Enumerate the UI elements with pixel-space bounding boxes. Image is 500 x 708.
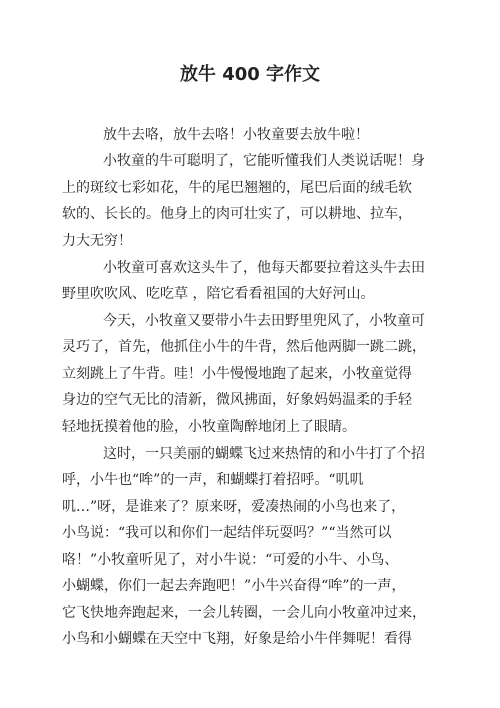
text-line: 今天，小牧童又要带小牛去田野里兜风了，小牧童可 — [103, 313, 425, 329]
text-line: 小鸟和小蝴蝶在天空中飞翔，好象是给小牛伴舞呢！看得 — [62, 631, 412, 647]
text-line: 放牛去咯，放牛去咯！小牧童要去放牛啦！ — [103, 127, 369, 143]
text-line: 力大无穷！ — [62, 233, 132, 249]
text-line: 小蝴蝶，你们一起去奔跑吧！”小牛兴奋得“哞”的一声， — [62, 578, 406, 594]
text-line: 它飞快地奔跑起来，一会儿转圈，一会儿向小牧童冲过来， — [62, 605, 426, 621]
text-line: 小鸟说：“我可以和你们一起结伴玩耍吗？”“当然可以 — [62, 525, 392, 541]
text-line: 咯！”小牧童听见了，对小牛说：“可爱的小牛、小鸟、 — [62, 552, 399, 568]
text-line: 立刻跳上了牛背。哇！小牛慢慢地跑了起来，小牧童觉得 — [62, 366, 412, 382]
text-line: 身边的空气无比的清新，微风拂面，好象妈妈温柔的手轻 — [62, 392, 412, 408]
text-line: 小牧童的牛可聪明了，它能听懂我们人类说话呢！身 — [103, 153, 425, 169]
page-title: 放牛 400 字作文 — [179, 64, 321, 85]
text-line: 这时，一只美丽的蝴蝶飞过来热情的和小牛打了个招 — [103, 446, 425, 462]
text-line: 呼，小牛也“哞”的一声，和蝴蝶打着招呼。“叽叽 — [62, 472, 364, 488]
text-line: 软的、长长的。他身上的肉可壮实了，可以耕地、拉车， — [62, 206, 412, 222]
text-line: 轻地抚摸着他的脸，小牧童陶醉地闭上了眼睛。 — [62, 419, 356, 435]
text-line: 叽…”呀，是谁来了？原来呀，爱凑热闹的小鸟也来了， — [62, 499, 406, 515]
text-line: 野里吹吹风、吃吃草 ，陪它看看祖国的大好河山。 — [62, 286, 375, 302]
text-line: 上的斑纹七彩如花，牛的尾巴翘翘的，尾巴后面的绒毛软 — [62, 180, 412, 196]
text-line: 灵巧了，首先，他抓住小牛的牛背，然后他两脚一跳二跳， — [62, 339, 426, 355]
text-line: 小牧童可喜欢这头牛了，他每天都要拉着这头牛去田 — [103, 260, 425, 276]
